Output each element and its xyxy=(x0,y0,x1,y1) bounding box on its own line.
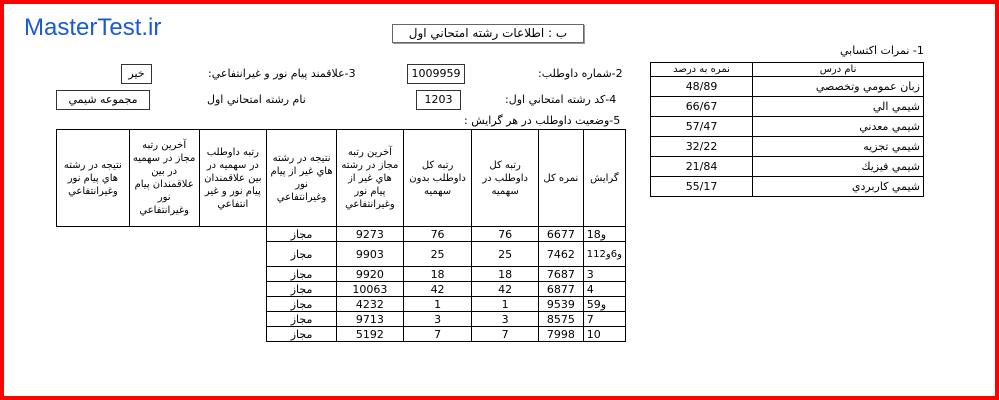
section-title: ب : اطلاعات رشته امتحاني اول xyxy=(392,24,584,43)
grade-value: 48/89 xyxy=(651,77,753,97)
total-cell: 7687 xyxy=(538,267,583,282)
last-rank-cell: 9273 xyxy=(336,227,403,242)
result-cell: مجاز xyxy=(267,312,337,327)
grade-value: 21/84 xyxy=(651,157,753,177)
status-table xyxy=(56,129,626,342)
rank-noquota-cell: 25 xyxy=(403,242,472,267)
header-rank-quota: رتبه کل داوطلب در سهميه xyxy=(472,130,539,227)
course-name: شيمي فيزيك xyxy=(753,157,924,177)
header-rank-pn: رتبه داوطلب در سهميه در بين علاقمندان پيام نور و غير انتفاعي xyxy=(199,130,267,227)
table-row xyxy=(57,227,626,242)
branch-cell: 11و6و2 xyxy=(583,242,625,267)
header-branch: گرايش xyxy=(583,130,625,227)
rank-noquota-cell: 76 xyxy=(403,227,472,242)
course-name: زبان عمومي وتخصصي xyxy=(753,77,924,97)
grades-table xyxy=(650,62,924,197)
rank-noquota-cell: 7 xyxy=(403,327,472,342)
result-cell: مجاز xyxy=(267,297,337,312)
last-rank-cell: 9920 xyxy=(336,267,403,282)
header-result: نتيجه در رشته هاي غير از پيام نور وغيرانتفاعي xyxy=(267,130,337,227)
last-rank-cell: 9903 xyxy=(336,242,403,267)
branch-cell: 7 xyxy=(583,312,625,327)
rank-noquota-cell: 3 xyxy=(403,312,472,327)
grades-header-percent: نمره به درصد xyxy=(651,63,753,77)
branch-cell: 10 xyxy=(583,327,625,342)
status-label: 5-وضعيت داوطلب در هر گرايش : xyxy=(464,114,621,127)
rank-quota-cell: 3 xyxy=(472,312,539,327)
rank-noquota-cell: 1 xyxy=(403,297,472,312)
rank-quota-cell: 7 xyxy=(472,327,539,342)
table-row xyxy=(651,157,924,177)
grade-value: 66/67 xyxy=(651,97,753,117)
grade-value: 55/17 xyxy=(651,177,753,197)
rank-quota-cell: 42 xyxy=(472,282,539,297)
grade-value: 32/22 xyxy=(651,137,753,157)
result-cell: مجاز xyxy=(267,327,337,342)
interest-label: 3-علاقمند پيام نور و غيرانتفاعي: xyxy=(208,67,356,80)
total-cell: 7462 xyxy=(538,242,583,267)
rank-quota-cell: 18 xyxy=(472,267,539,282)
empty-pn-cells xyxy=(57,227,267,342)
student-no-label: 2-شماره داوطلب: xyxy=(538,67,623,80)
table-row xyxy=(651,137,924,157)
code-label: 4-کد رشته امتحاني اول: xyxy=(505,93,617,106)
header-last-rank-pn: آخرين رتبه مجاز در سهميه در بين علاقمندان پيام نور وغيرانتفاعي xyxy=(129,130,199,227)
total-cell: 6877 xyxy=(538,282,583,297)
rank-quota-cell: 25 xyxy=(472,242,539,267)
watermark: MasterTest.ir xyxy=(24,14,162,41)
interest-value: خير xyxy=(121,64,152,84)
last-rank-cell: 4232 xyxy=(336,297,403,312)
last-rank-cell: 5192 xyxy=(336,327,403,342)
rank-quota-cell: 76 xyxy=(472,227,539,242)
branch-cell: 5و9 xyxy=(583,297,625,312)
header-total: نمره کل xyxy=(538,130,583,227)
table-row xyxy=(651,177,924,197)
last-rank-cell: 10063 xyxy=(336,282,403,297)
total-cell: 7998 xyxy=(538,327,583,342)
rank-noquota-cell: 18 xyxy=(403,267,472,282)
field-name-value: مجموعه شيمي xyxy=(56,90,150,110)
branch-cell: 3 xyxy=(583,267,625,282)
total-cell: 8575 xyxy=(538,312,583,327)
result-cell: مجاز xyxy=(267,227,337,242)
result-cell: مجاز xyxy=(267,242,337,267)
header-last-rank: آخرين رتبه مجاز در رشته هاي غير از پيام نور وغيرانتفاعي xyxy=(336,130,403,227)
course-name: شيمي کاربردي xyxy=(753,177,924,197)
rank-noquota-cell: 42 xyxy=(403,282,472,297)
last-rank-cell: 9713 xyxy=(336,312,403,327)
course-name: شيمي الي xyxy=(753,97,924,117)
branch-cell: 1و8 xyxy=(583,227,625,242)
table-row xyxy=(651,117,924,137)
header-result-pn: نتيجه در رشته هاي پيام نور وغيرانتفاعي xyxy=(57,130,130,227)
grades-header-course: نام درس xyxy=(753,63,924,77)
grades-label: 1- نمرات اکتسابي xyxy=(840,44,924,57)
grade-value: 57/47 xyxy=(651,117,753,137)
result-cell: مجاز xyxy=(267,267,337,282)
code-value: 1203 xyxy=(416,90,461,110)
rank-quota-cell: 1 xyxy=(472,297,539,312)
field-name-label: نام رشته امتحاني اول xyxy=(207,93,306,106)
header-rank-noquota: رتبه کل داوطلب بدون سهميه xyxy=(403,130,472,227)
total-cell: 9539 xyxy=(538,297,583,312)
table-row xyxy=(651,97,924,117)
total-cell: 6677 xyxy=(538,227,583,242)
result-cell: مجاز xyxy=(267,282,337,297)
branch-cell: 4 xyxy=(583,282,625,297)
student-no-value: 1009959 xyxy=(407,64,465,84)
course-name: شيمي معدني xyxy=(753,117,924,137)
course-name: شيمي تجزيه xyxy=(753,137,924,157)
table-row xyxy=(651,77,924,97)
